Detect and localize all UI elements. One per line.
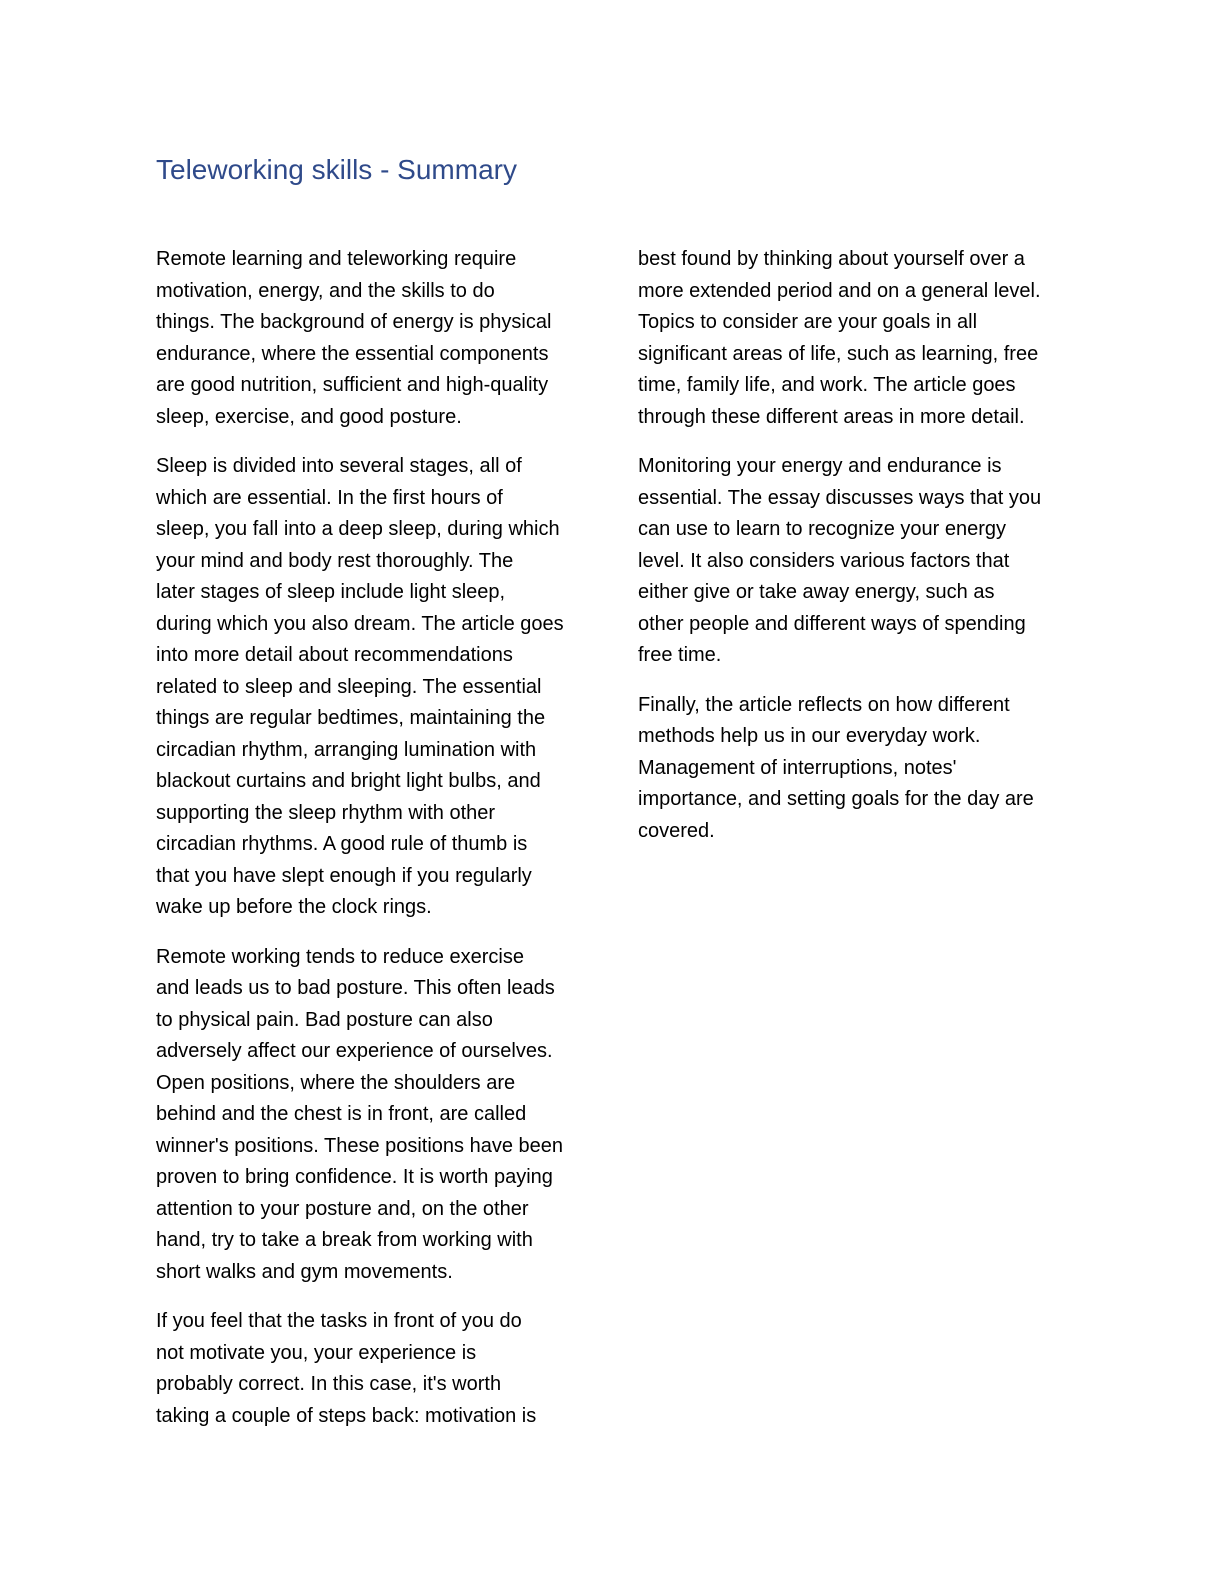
text-line: other people and different ways of spending — [638, 612, 1026, 635]
text-line: Finally, the article reflects on how different — [638, 693, 1010, 716]
text-line: Sleep is divided into several stages, all of — [156, 455, 522, 477]
text-line: adversely affect our experience of ourselves. — [156, 1040, 553, 1062]
text-line: essential. The essay discusses ways that you — [638, 486, 1042, 509]
text-line: taking a couple of steps back: motivation is — [156, 1404, 537, 1427]
text-line: Monitoring your energy and endurance is — [638, 455, 1002, 477]
paragraph — [638, 244, 1058, 433]
text-line: your mind and body rest thoroughly. The — [156, 549, 514, 572]
text-line: things are regular bedtimes, maintaining the — [156, 707, 546, 729]
text-line: If you feel that the tasks in front of you do — [156, 1310, 522, 1332]
text-line: sleep, exercise, and good posture. — [156, 405, 462, 428]
right-column — [638, 244, 1058, 865]
text-line: Topics to consider are your goals in all — [638, 311, 978, 333]
text-line: free time. — [638, 644, 722, 666]
paragraph — [156, 451, 576, 924]
left-column — [156, 244, 576, 1450]
paragraph — [156, 942, 576, 1289]
text-line: later stages of sleep include light sleep, — [156, 581, 506, 603]
text-line: hand, try to take a break from working with — [156, 1229, 533, 1251]
text-line: during which you also dream. The article goes — [156, 612, 564, 635]
paragraph — [156, 1306, 576, 1432]
text-line: Open positions, where the shoulders are — [156, 1071, 516, 1094]
text-line: Remote working tends to reduce exercise — [156, 945, 524, 968]
text-line: related to sleep and sleeping. The essential — [156, 675, 542, 698]
text-line: through these different areas in more detail. — [638, 405, 1025, 428]
text-line: Remote learning and teleworking require — [156, 248, 517, 270]
text-line: behind and the chest is in front, are called — [156, 1103, 527, 1125]
text-line: short walks and gym movements. — [156, 1260, 453, 1283]
text-line: significant areas of life, such as learning, free — [638, 342, 1039, 365]
text-line: importance, and setting goals for the day are — [638, 788, 1034, 810]
text-line: blackout curtains and bright light bulbs, and — [156, 770, 541, 792]
paragraph — [638, 451, 1058, 672]
text-line: circadian rhythms. A good rule of thumb is — [156, 833, 528, 855]
text-line: and leads us to bad posture. This often leads — [156, 977, 555, 999]
text-line: supporting the sleep rhythm with other — [156, 801, 496, 824]
text-line: methods help us in our everyday work. — [638, 725, 981, 747]
text-line: winner's positions. These positions have been — [156, 1134, 564, 1157]
text-line: either give or take away energy, such as — [638, 581, 995, 603]
text-line: can use to learn to recognize your energy — [638, 518, 1006, 540]
text-line: to physical pain. Bad posture can also — [156, 1008, 493, 1031]
text-line: are good nutrition, sufficient and high-quality — [156, 374, 549, 396]
paragraph — [638, 690, 1058, 848]
text-line: more extended period and on a general level. — [638, 279, 1041, 302]
text-line: which are essential. In the first hours of — [156, 486, 503, 509]
document-title: Teleworking skills - Summary — [156, 154, 517, 185]
text-line: not motivate you, your experience is — [156, 1341, 477, 1364]
text-line: best found by thinking about yourself over a — [638, 248, 1025, 270]
text-line: into more detail about recommendations — [156, 644, 513, 666]
text-line: attention to your posture and, on the other — [156, 1197, 529, 1220]
text-line: wake up before the clock rings. — [156, 896, 432, 918]
text-line: covered. — [638, 819, 715, 842]
text-line: motivation, energy, and the skills to do — [156, 279, 495, 302]
text-line: probably correct. In this case, it's worth — [156, 1373, 502, 1395]
text-line: endurance, where the essential components — [156, 342, 549, 365]
text-line: level. It also considers various factors that — [638, 549, 1010, 572]
text-line: circadian rhythm, arranging lumination with — [156, 738, 537, 761]
paragraph — [156, 244, 576, 433]
text-line: that you have slept enough if you regularly — [156, 864, 532, 887]
text-line: Management of interruptions, notes' — [638, 756, 957, 779]
text-line: proven to bring confidence. It is worth paying — [156, 1166, 553, 1188]
text-line: sleep, you fall into a deep sleep, during which — [156, 518, 560, 540]
text-line: things. The background of energy is physical — [156, 311, 552, 333]
text-line: time, family life, and work. The article goes — [638, 374, 1016, 396]
